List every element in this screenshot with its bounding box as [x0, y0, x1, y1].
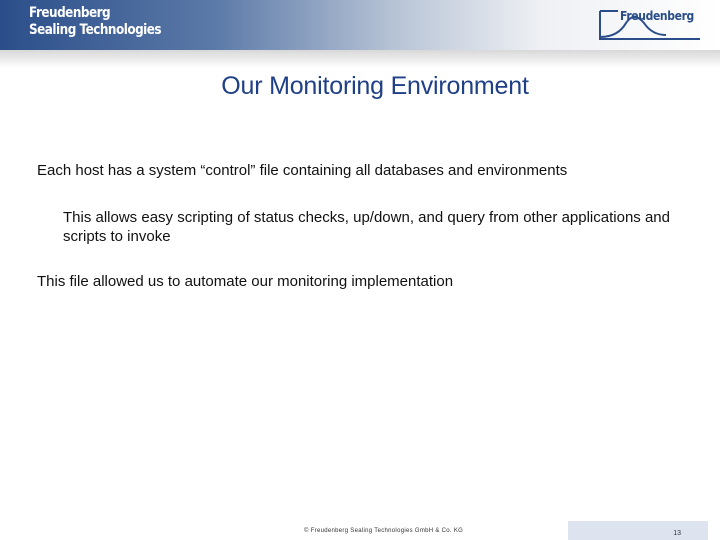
- bullet-paragraph-1: Each host has a system “control” file containing all databases and environments: [37, 162, 568, 179]
- brand-line-1: Freudenberg: [29, 5, 111, 21]
- brand-line-2: Sealing Technologies: [29, 22, 162, 38]
- slide-title: Our Monitoring Environment: [221, 72, 529, 100]
- footer-copyright: © Freudenberg Sealing Technologies GmbH & Co. KG: [304, 528, 464, 534]
- bullet-paragraph-2: This file allowed us to automate our monitoring implementation: [37, 273, 454, 290]
- page-number-box: [568, 521, 708, 540]
- brand-wordmark: [29, 5, 161, 39]
- sub-bullet-paragraph: This allows easy scripting of status checks, up/down, and query from other applications and scripts to invoke: [63, 209, 670, 245]
- header-shadow: [0, 50, 720, 68]
- freudenberg-logo: [596, 7, 700, 43]
- page-number: 13: [673, 530, 681, 537]
- logo-text: Freudenberg: [620, 9, 694, 23]
